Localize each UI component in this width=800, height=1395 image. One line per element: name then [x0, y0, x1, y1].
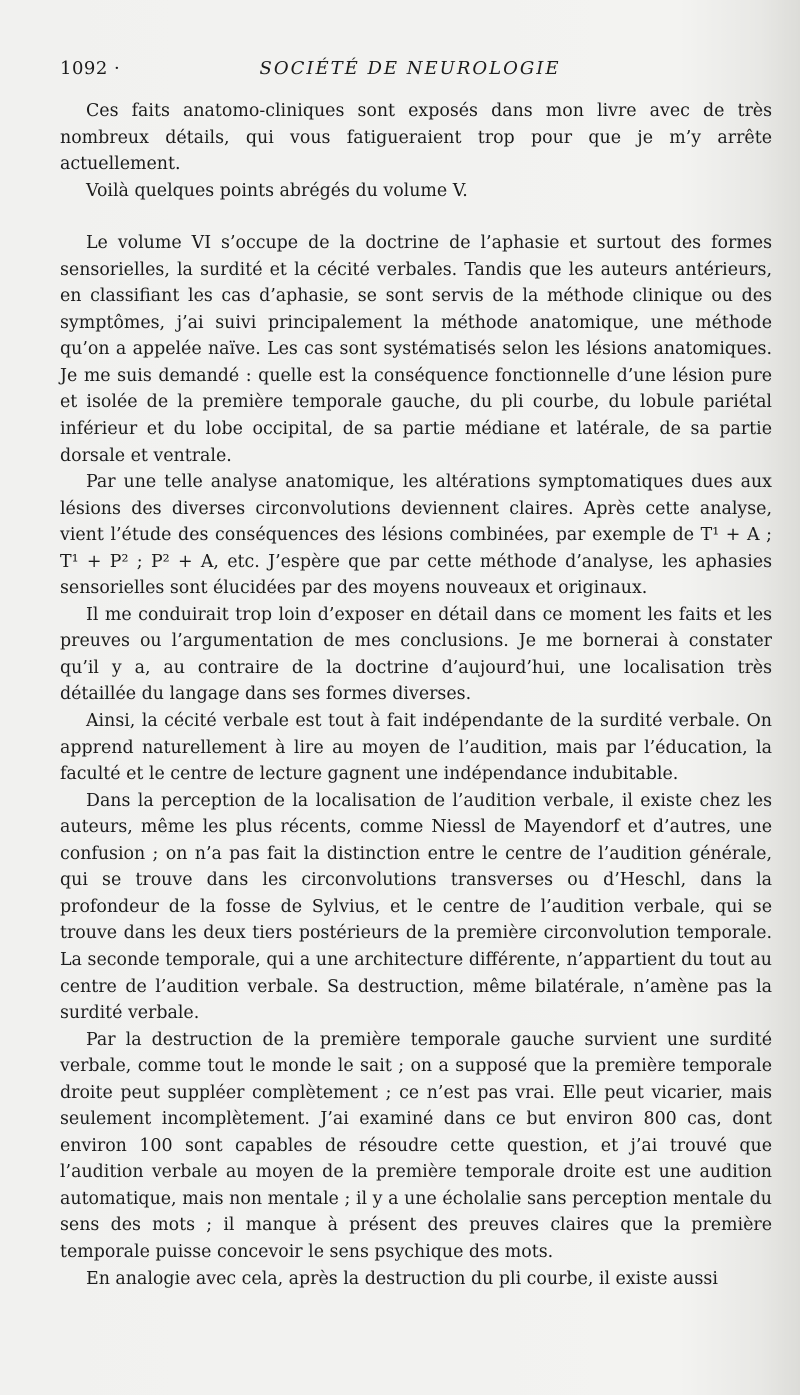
paragraph: Le volume VI s’occupe de la doctrine de l’aphasie et surtout des formes sensorielles, la surdité et la cécité verbales. Tandis que les auteurs antérieurs, en classifiant les cas d’aphasie, se sont servis de la méthode clinique ou des symptômes, j’ai suivi principalement la méthode anatomique, une méthode qu’on a appelée naïve. Les cas sont systématisés selon les lésions anatomiques. Je me suis demandé : quelle est la conséquence fonctionnelle d’une lésion pure et isolée de la première temporale gauche, du pli courbe, du lobule pariétal inférieur et du lobe occipital, de sa partie médiane et latérale, de sa partie dorsale et ventrale.	[60, 233, 772, 466]
paragraph: Dans la perception de la localisation de l’audition verbale, il existe chez les auteurs, même les plus récents, comme Niessl de Mayendorf et d’autres, une confusion ; on n’a pas fait la distinction entre le centre de l’audition générale, qui se trouve dans les circonvolutions transverses ou d’Heschl, dans la profondeur de la fosse de Sylvius, et le centre de l’audition verbale, qui se trouve dans les deux tiers postérieurs de la première circonvolution temporale. La seconde temporale, qui a une architecture différente, n’appartient du tout au centre de l’audition verbale. Sa destruction, même bilatérale, n’amène pas la surdité verbale.	[60, 790, 772, 1024]
paragraph: En analogie avec cela, après la destruction du pli courbe, il existe aussi	[86, 1268, 718, 1289]
page-header	[60, 58, 760, 84]
paragraph: Ainsi, la cécité verbale est tout à fait indépendante de la surdité verbale. On apprend naturellement à lire au moyen de l’audition, mais par l’éducation, la faculté et le centre de lecture gagnent une indépendance indubitable.	[60, 711, 772, 785]
page-number: 1092 ·	[60, 58, 121, 79]
paragraph: Par la destruction de la première temporale gauche survient une surdité verbale, comme tout le monde le sait ; on a supposé que la première temporale droite peut suppléer complètement ; ce n’est pas vrai. Elle peut vicarier, mais seulement incomplètement. J’ai examiné dans ce but environ 800 cas, dont environ 100 sont capables de résoudre cette question, et j’ai trouvé que l’audition verbale au moyen de la première temporale droite est une audition automatique, mais non mentale ; il y a une écholalie sans perception mentale du sens des mots ; il manque à présent des preuves claires que la première temporale puisse concevoir le sens psychique des mots.	[60, 1029, 772, 1262]
body-text	[60, 98, 772, 1292]
running-title: SOCIÉTÉ DE NEUROLOGIE	[259, 58, 561, 79]
paragraph: Il me conduirait trop loin d’exposer en détail dans ce moment les faits et les preuves ou l’argumentation de mes conclusions. Je me bornerai à constater qu’il y a, au contraire de la doctrine d’aujourd’hui, une localisation très détaillée du langage dans ses formes diverses.	[60, 604, 772, 705]
paragraph: Par une telle analyse anatomique, les altérations symptomatiques dues aux lésions des diverses circonvolutions deviennent claires. Après cette analyse, vient l’étude des conséquences des lésions combinées, par exemple de T¹ + A ; T¹ + P² ; P² + A, etc. J’espère que par cette méthode d’analyse, les aphasies sensorielles sont élucidées par des moyens nouveaux et originaux.	[60, 472, 772, 599]
paragraph: Ces faits anatomo-cliniques sont exposés dans mon livre avec de très nombreux détails, qui vous fatigueraient trop pour que je m’y arrête actuellement.	[60, 101, 772, 175]
paragraph: Voilà quelques points abrégés du volume V.	[86, 180, 468, 201]
